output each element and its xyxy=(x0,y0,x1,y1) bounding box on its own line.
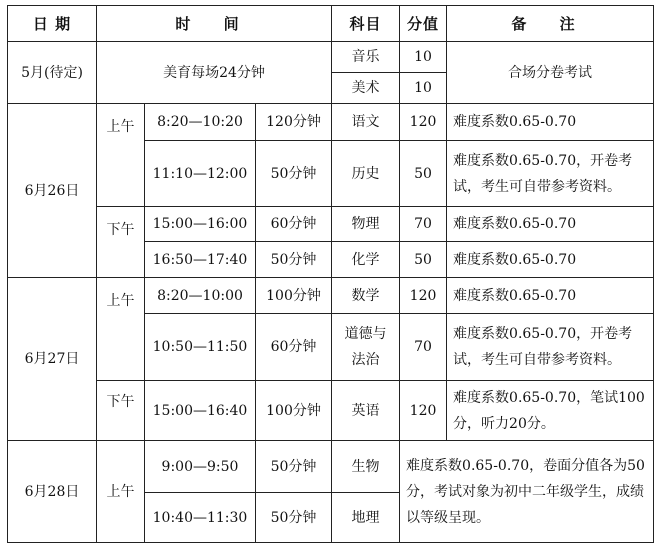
table-row xyxy=(8,278,654,314)
subject-cell: 美术 xyxy=(332,73,400,104)
remark-cell: 难度系数0.65-0.70 xyxy=(447,278,654,314)
exam-schedule-table xyxy=(7,5,654,543)
table-row xyxy=(8,42,654,73)
duration-cell: 50分钟 xyxy=(256,493,332,543)
duration-cell: 100分钟 xyxy=(256,278,332,314)
score-cell: 50 xyxy=(400,141,447,207)
remark-cell: 难度系数0.65-0.70，卷面分值各为50分，考试对象为初中二年级学生，成绩以等级呈现。 xyxy=(400,441,654,543)
remark-cell: 难度系数0.65-0.70，开卷考试，考生可自带参考资料。 xyxy=(447,141,654,207)
date-cell: 6月27日 xyxy=(8,278,97,441)
remark-cell: 难度系数0.65-0.70 xyxy=(447,207,654,242)
duration-cell: 50分钟 xyxy=(256,242,332,278)
time-cell: 美育每场24分钟 xyxy=(97,42,332,104)
subject-cell: 物理 xyxy=(332,207,400,242)
header-subject: 科目 xyxy=(332,6,400,42)
header-time: 时 间 xyxy=(97,6,332,42)
period-cell: 上午 xyxy=(97,441,145,543)
score-cell: 70 xyxy=(400,314,447,381)
period-cell: 下午 xyxy=(97,381,145,441)
remark-cell: 难度系数0.65-0.70，笔试100分，听力20分。 xyxy=(447,381,654,441)
score-cell: 50 xyxy=(400,242,447,278)
time-cell: 15:00—16:40 xyxy=(145,381,256,441)
time-cell: 11:10—12:00 xyxy=(145,141,256,207)
period-cell: 上午 xyxy=(97,104,145,207)
time-cell: 8:20—10:00 xyxy=(145,278,256,314)
subject-cell: 语文 xyxy=(332,104,400,141)
time-cell: 15:00—16:00 xyxy=(145,207,256,242)
remark-cell: 合场分卷考试 xyxy=(447,42,654,104)
duration-cell: 50分钟 xyxy=(256,141,332,207)
time-cell: 10:40—11:30 xyxy=(145,493,256,543)
subject-cell: 生物 xyxy=(332,441,400,493)
subject-cell: 数学 xyxy=(332,278,400,314)
period-cell: 下午 xyxy=(97,207,145,278)
header-date: 日 期 xyxy=(8,6,97,42)
time-cell: 16:50—17:40 xyxy=(145,242,256,278)
time-cell: 10:50—11:50 xyxy=(145,314,256,381)
duration-cell: 100分钟 xyxy=(256,381,332,441)
date-cell: 5月(待定) xyxy=(8,42,97,104)
remark-cell: 难度系数0.65-0.70 xyxy=(447,242,654,278)
subject-cell: 地理 xyxy=(332,493,400,543)
table-row xyxy=(8,207,654,242)
subject-cell: 英语 xyxy=(332,381,400,441)
date-cell: 6月28日 xyxy=(8,441,97,543)
score-cell: 120 xyxy=(400,381,447,441)
score-cell: 10 xyxy=(400,73,447,104)
remark-cell: 难度系数0.65-0.70 xyxy=(447,104,654,141)
header-score: 分值 xyxy=(400,6,447,42)
table-row xyxy=(8,104,654,141)
period-cell: 上午 xyxy=(97,278,145,381)
duration-cell: 60分钟 xyxy=(256,207,332,242)
date-cell: 6月26日 xyxy=(8,104,97,278)
duration-cell: 120分钟 xyxy=(256,104,332,141)
subject-cell: 音乐 xyxy=(332,42,400,73)
subject-cell: 道德与法治 xyxy=(332,314,400,381)
subject-cell: 化学 xyxy=(332,242,400,278)
score-cell: 120 xyxy=(400,104,447,141)
score-cell: 10 xyxy=(400,42,447,73)
time-cell: 9:00—9:50 xyxy=(145,441,256,493)
remark-cell: 难度系数0.65-0.70，开卷考试，考生可自带参考资料。 xyxy=(447,314,654,381)
duration-cell: 50分钟 xyxy=(256,441,332,493)
subject-cell: 历史 xyxy=(332,141,400,207)
score-cell: 120 xyxy=(400,278,447,314)
header-remark: 备 注 xyxy=(447,6,654,42)
table-row xyxy=(8,441,654,493)
header-row xyxy=(8,6,654,42)
score-cell: 70 xyxy=(400,207,447,242)
table-row xyxy=(8,381,654,441)
time-cell: 8:20—10:20 xyxy=(145,104,256,141)
duration-cell: 60分钟 xyxy=(256,314,332,381)
